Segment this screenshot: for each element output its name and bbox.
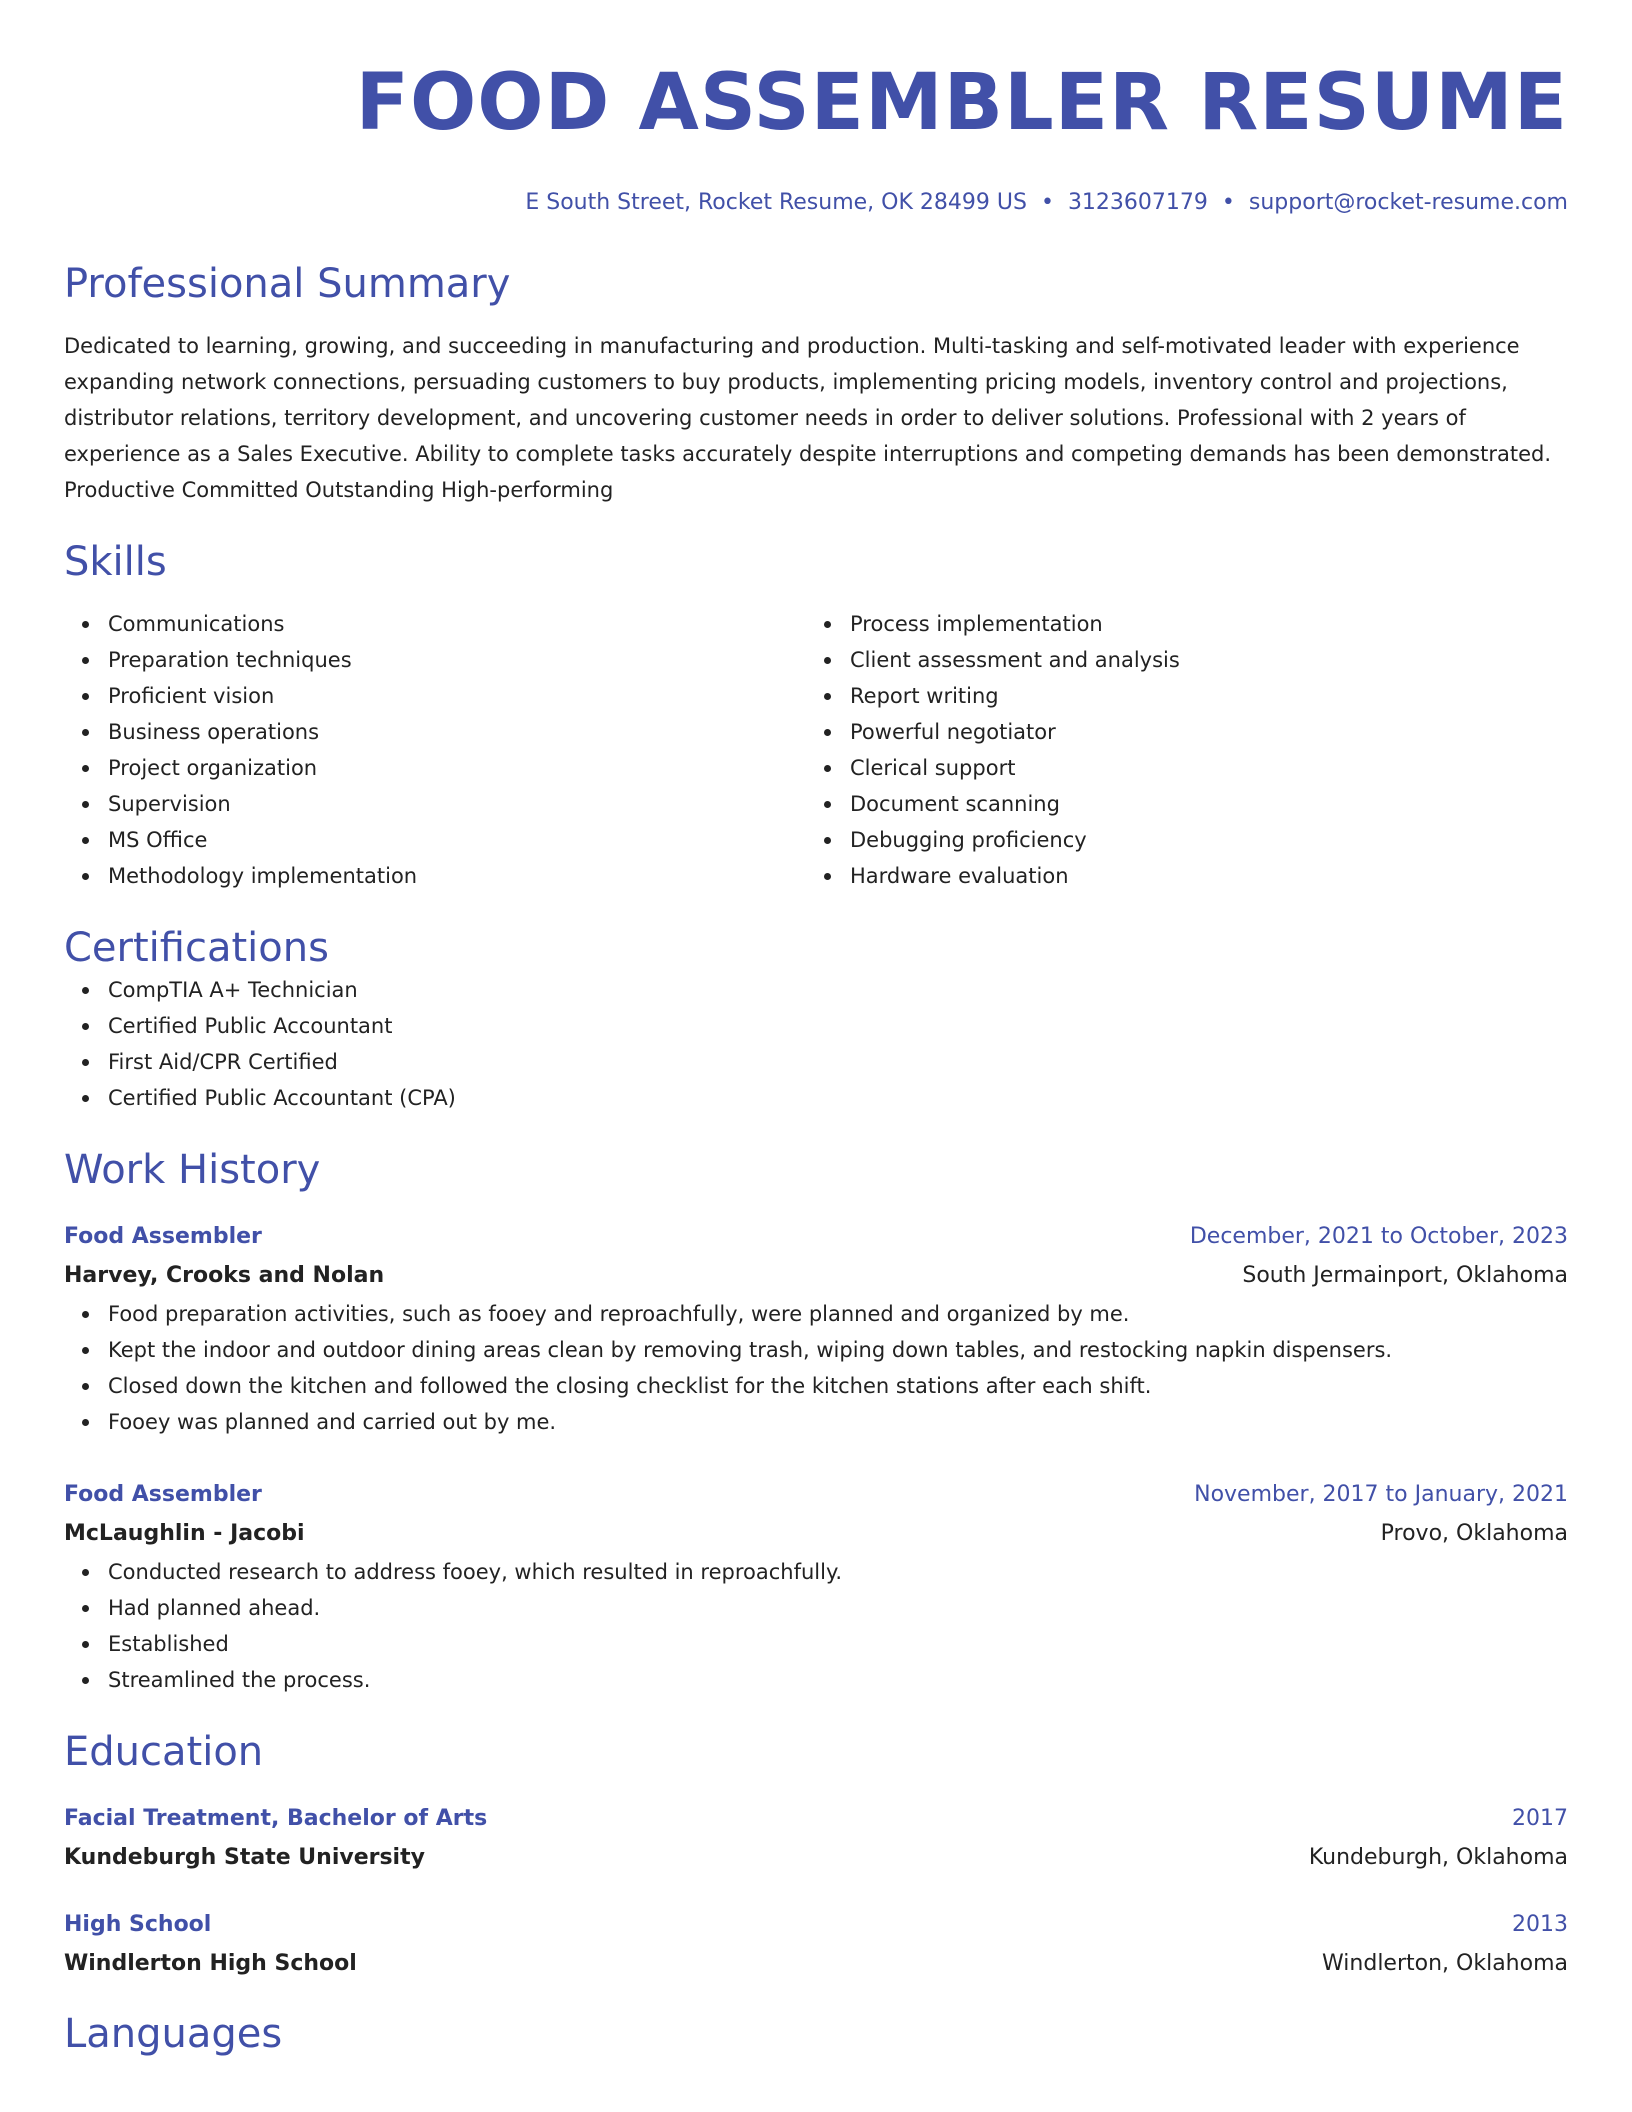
job-bullet: Had planned ahead. <box>108 1590 1568 1626</box>
job-company: Harvey, Crooks and Nolan <box>64 1263 385 1288</box>
skill-item: Communications <box>108 606 806 642</box>
certifications-list <box>64 972 1568 1116</box>
skill-item: Preparation techniques <box>108 642 806 678</box>
skill-item: Process implementation <box>850 606 1548 642</box>
certification-item: Certified Public Accountant (CPA) <box>108 1080 1568 1116</box>
education-header-row <box>64 1800 1568 1838</box>
education-school-row <box>64 1838 1568 1878</box>
skill-item: Project organization <box>108 750 806 786</box>
skill-item: Debugging proficiency <box>850 822 1548 858</box>
education-year: 2013 <box>1512 1912 1568 1937</box>
resume-page <box>64 0 1568 2058</box>
contact-email[interactable]: support@rocket-resume.com <box>1248 190 1568 215</box>
education-degree: High School <box>64 1912 212 1937</box>
contact-phone[interactable]: 3123607179 <box>1067 190 1208 215</box>
job-bullet: Food preparation activities, such as fooey and reproachfully, were planned and organized by me. <box>108 1296 1568 1332</box>
education-header-row <box>64 1906 1568 1944</box>
job-dates: November, 2017 to January, 2021 <box>1194 1482 1568 1507</box>
job-bullets <box>64 1296 1568 1440</box>
education-heading: Education <box>64 1729 264 1775</box>
job-bullet: Kept the indoor and outdoor dining areas clean by removing trash, wiping down tables, and restocking napkin dispensers. <box>108 1332 1568 1368</box>
job-dates: December, 2021 to October, 2023 <box>1189 1224 1568 1249</box>
work-history-heading: Work History <box>64 1147 321 1193</box>
job-bullet: Fooey was planned and carried out by me. <box>108 1404 1568 1440</box>
certifications-heading: Certifications <box>64 925 329 971</box>
resume-title: FOOD ASSEMBLER RESUME <box>355 58 1568 148</box>
skills-heading: Skills <box>64 539 167 585</box>
skills-list-right <box>806 606 1548 894</box>
contact-separator: • <box>1040 190 1054 215</box>
skills-list-left <box>64 606 806 894</box>
job-title: Food Assembler <box>64 1224 262 1249</box>
certification-item: Certified Public Accountant <box>108 1008 1568 1044</box>
skill-item: Methodology implementation <box>108 858 806 894</box>
education-location: Windlerton, Oklahoma <box>1322 1951 1568 1976</box>
contact-separator: • <box>1221 190 1235 215</box>
skill-item: Business operations <box>108 714 806 750</box>
education-school: Windlerton High School <box>64 1951 357 1976</box>
job-title: Food Assembler <box>64 1482 262 1507</box>
job-location: Provo, Oklahoma <box>1380 1521 1568 1546</box>
job-entry <box>64 1476 1568 1698</box>
education-location: Kundeburgh, Oklahoma <box>1308 1845 1568 1870</box>
languages-heading: Languages <box>64 2011 283 2057</box>
skill-item: Proficient vision <box>108 678 806 714</box>
summary-heading: Professional Summary <box>64 261 511 307</box>
education-degree: Facial Treatment, Bachelor of Arts <box>64 1806 488 1831</box>
skills-column-right <box>806 606 1548 894</box>
job-org-row <box>64 1256 1568 1296</box>
skills-grid <box>64 606 1568 894</box>
certification-item: CompTIA A+ Technician <box>108 972 1568 1008</box>
job-location: South Jermainport, Oklahoma <box>1242 1263 1568 1288</box>
education-school: Kundeburgh State University <box>64 1845 425 1870</box>
job-bullet: Established <box>108 1626 1568 1662</box>
education-entry <box>64 1906 1568 1984</box>
job-header-row <box>64 1218 1568 1256</box>
job-entry <box>64 1218 1568 1440</box>
skill-item: Report writing <box>850 678 1548 714</box>
contact-line <box>64 188 1568 218</box>
education-school-row <box>64 1944 1568 1984</box>
skill-item: Client assessment and analysis <box>850 642 1548 678</box>
job-bullet: Closed down the kitchen and followed the closing checklist for the kitchen stations after each shift. <box>108 1368 1568 1404</box>
education-year: 2017 <box>1512 1806 1568 1831</box>
job-org-row <box>64 1514 1568 1554</box>
contact-address: E South Street, Rocket Resume, OK 28499 US <box>525 190 1027 215</box>
job-bullet: Conducted research to address fooey, which resulted in reproachfully. <box>108 1554 1568 1590</box>
certification-item: First Aid/CPR Certified <box>108 1044 1568 1080</box>
education-entry <box>64 1800 1568 1878</box>
summary-text: Dedicated to learning, growing, and succeeding in manufacturing and production. Multi-tasking and self-motivated leader with experience expanding network connections, persuading customers to buy products, implementing pricing models, inventory control and projections, distributor relations, territory development, and uncovering customer needs in order to deliver solutions. Professional with 2 years of experience as a Sales Executive. Ability to complete tasks accurately despite interruptions and competing demands has been demonstrated. Productive Committed Outstanding High-performing <box>64 334 1552 502</box>
job-header-row <box>64 1476 1568 1514</box>
skill-item: Hardware evaluation <box>850 858 1548 894</box>
job-company: McLaughlin - Jacobi <box>64 1521 305 1546</box>
skill-item: Document scanning <box>850 786 1548 822</box>
skills-column-left <box>64 606 806 894</box>
skill-item: MS Office <box>108 822 806 858</box>
skill-item: Powerful negotiator <box>850 714 1548 750</box>
skill-item: Supervision <box>108 786 806 822</box>
job-bullet: Streamlined the process. <box>108 1662 1568 1698</box>
skill-item: Clerical support <box>850 750 1548 786</box>
job-bullets <box>64 1554 1568 1698</box>
